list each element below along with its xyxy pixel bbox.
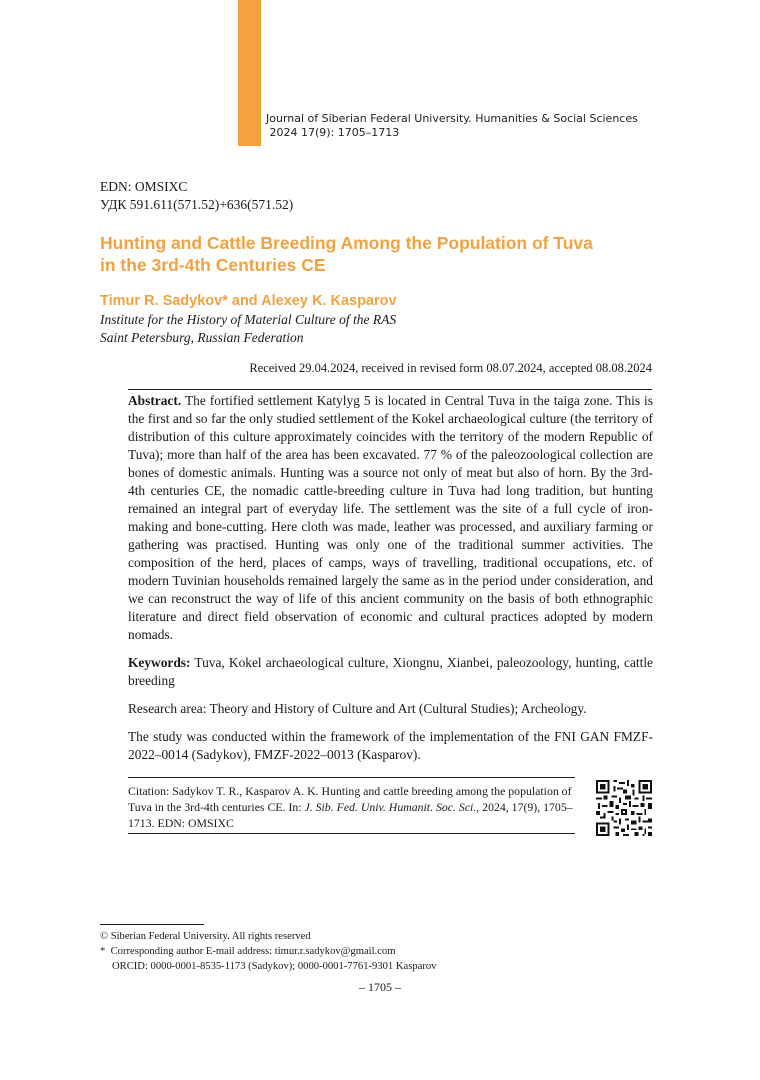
edn-code: EDN: OMSIXC [100,179,188,194]
copyright-note: © Siberian Federal University. All rights reserved [100,931,311,942]
citation [128,783,583,831]
footnotes [100,929,436,974]
udk-code: УДК 591.611(571.52)+636(571.52) [100,197,294,212]
received-dates: Received 29.04.2024, received in revised form 08.07.2024, accepted 08.08.2024 [249,361,652,375]
citation-details: , 2024, 17(9), 1705–1713. EDN: OMSIXC [128,800,573,830]
abstract-text: The fortified settlement Katylyg 5 is located in Central Tuva in the taiga zone. This is the first and so far the only studied settlement of the Kokel archaeological culture (the territory of distribution of this culture approximately coincides with the territory of the modern Republic of Tuva); more than half of the area has been excavated. 77 % of the paleozoological collection are bones of domestic animals. Hunting was a source not only of meat but also of horn. By the 3rd-4th centuries CE, the nomadic cattle-breeding culture in Tuva had long tradition, but hunting remained an integral part of everyday life. The settlement was the site of a full cycle of iron-making and bone-cutting. Here cloth was made, leather was processed, and auxiliary farming or gathering was practised. Hunting was only one of the traditional summer activities. The composition of the herd, places of camps, ways of travelling, traditional occupations, etc. of modern Tuvinian households remained largely the same as in the period under consideration, and we can reconstruct the way of life of this ancient community on the basis of both ethnographic literature and direct field observation of economic and cultural practices adopted by modern nomads. [128,393,653,642]
article-title [100,232,660,276]
title-line-2: in the 3rd-4th Centuries CE [100,255,326,275]
abstract-divider [128,389,652,390]
keywords-text: Tuva, Kokel archaeological culture, Xiongnu, Xianbei, paleozoology, hunting, cattle breeding [128,655,653,688]
orcid-note: ORCID: 0000-0001-8535-1173 (Sadykov); 0000-0001-7761-9301 Kasparov [112,961,437,972]
article-authors: Timur R. Sadykov* and Alexey K. Kasparov [100,293,397,309]
keywords-label: Keywords: [128,655,191,670]
citation-divider-top [128,777,575,778]
research-area: Research area: Theory and History of Culture and Art (Cultural Studies); Archeology. [128,701,587,716]
abstract [128,392,653,644]
page-number: – 1705 – [359,980,401,994]
abstract-block [128,392,653,774]
journal-name: Journal of Siberian Federal University. Humanities & Social Sciences [266,112,638,125]
journal-issue: 2024 17(9): 1705–1713 [266,126,400,139]
author-affiliation [100,311,396,347]
citation-journal: J. Sib. Fed. Univ. Humanit. Soc. Sci. [304,800,477,814]
article-identifiers [100,178,293,214]
qr-code-icon[interactable] [596,780,652,836]
journal-accent-bar [238,0,261,146]
citation-text: Citation: Sadykov T. R., Kasparov A. K. Hunting and cattle breeding among the population of Tuva in the 3rd-4th centuries CE. In: [128,784,572,814]
keywords [128,654,653,690]
journal-header [266,112,638,140]
title-line-1: Hunting and Cattle Breeding Among the Population of Tuva [100,233,593,253]
corresponding-author-note: * Corresponding author E-mail address: timur.r.sadykov@gmail.com [100,946,396,957]
affiliation-institute: Institute for the History of Material Culture of the RAS [100,312,397,327]
citation-divider-bottom [128,833,575,834]
affiliation-location: Saint Petersburg, Russian Federation [100,330,304,345]
funding-statement: The study was conducted within the framework of the implementation of the FNI GAN FMZF-2022–0014 (Sadykov), FMZF-2022–0013 (Kasparov). [128,729,653,762]
footnote-divider [100,924,204,925]
abstract-label: Abstract. [128,393,182,408]
